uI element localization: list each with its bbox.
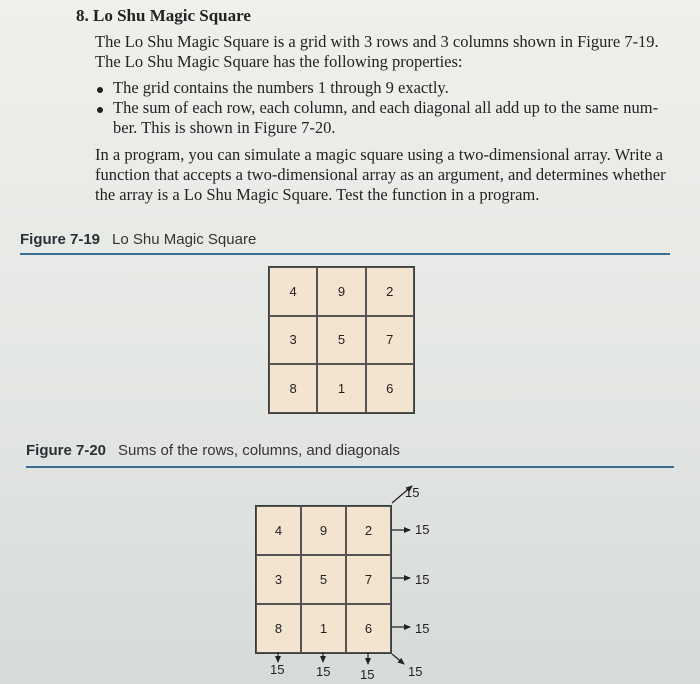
column-sum: 15 bbox=[316, 664, 331, 679]
diagonal-sum: 15 bbox=[405, 485, 420, 500]
diagonal-arrow bbox=[392, 654, 404, 664]
bullet-line: ber. This is shown in Figure 7-20. bbox=[113, 118, 336, 137]
intro-line: The Lo Shu Magic Square is a grid with 3 rows and 3 columns shown in Figure 7-19. bbox=[95, 32, 659, 51]
grid-cell: 2 bbox=[346, 506, 391, 555]
main-diagonal-sum: 15 bbox=[408, 664, 423, 679]
row-sum: 15 bbox=[415, 522, 430, 537]
grid-cell: 8 bbox=[256, 604, 301, 653]
row-sum: 15 bbox=[415, 572, 430, 587]
grid-cell: 1 bbox=[317, 364, 365, 413]
grid-cell: 3 bbox=[256, 555, 301, 604]
column-sum: 15 bbox=[360, 667, 375, 682]
figure-number: Figure 7-19 bbox=[20, 231, 101, 248]
grid-cell: 3 bbox=[269, 316, 317, 365]
figure-number: Figure 7-20 bbox=[26, 442, 107, 459]
grid-cell: 8 bbox=[269, 364, 317, 413]
figure-caption-text: Lo Shu Magic Square bbox=[112, 231, 257, 248]
figure-caption-text: Sums of the rows, columns, and diagonals bbox=[118, 442, 400, 459]
grid-cell: 9 bbox=[317, 267, 365, 316]
grid-cell: 7 bbox=[366, 316, 414, 365]
task-line: function that accepts a two-dimensional array as an argument, and determines whether bbox=[95, 165, 666, 184]
task-line: In a program, you can simulate a magic square using a two-dimensional array. Write a bbox=[95, 145, 663, 164]
grid-cell: 2 bbox=[366, 267, 414, 316]
bullet-line: The sum of each row, each column, and each diagonal all add up to the same num- bbox=[113, 98, 659, 117]
grid-cell: 5 bbox=[301, 555, 346, 604]
task-line: the array is a Lo Shu Magic Square. Test the function in a program. bbox=[95, 185, 540, 204]
grid-cell: 5 bbox=[317, 316, 365, 365]
column-sum: 15 bbox=[270, 662, 285, 677]
grid-cell: 7 bbox=[346, 555, 391, 604]
grid-cell: 6 bbox=[366, 364, 414, 413]
grid-cell: 6 bbox=[346, 604, 391, 653]
grid-cell: 9 bbox=[301, 506, 346, 555]
grid-cell: 4 bbox=[269, 267, 317, 316]
row-sum: 15 bbox=[415, 621, 430, 636]
grid-cell: 1 bbox=[301, 604, 346, 653]
intro-line: The Lo Shu Magic Square has the following properties: bbox=[95, 52, 463, 71]
grid-cell: 4 bbox=[256, 506, 301, 555]
exercise-title: 8. Lo Shu Magic Square bbox=[76, 6, 251, 25]
bullet-line: The grid contains the numbers 1 through 9 exactly. bbox=[113, 78, 449, 97]
